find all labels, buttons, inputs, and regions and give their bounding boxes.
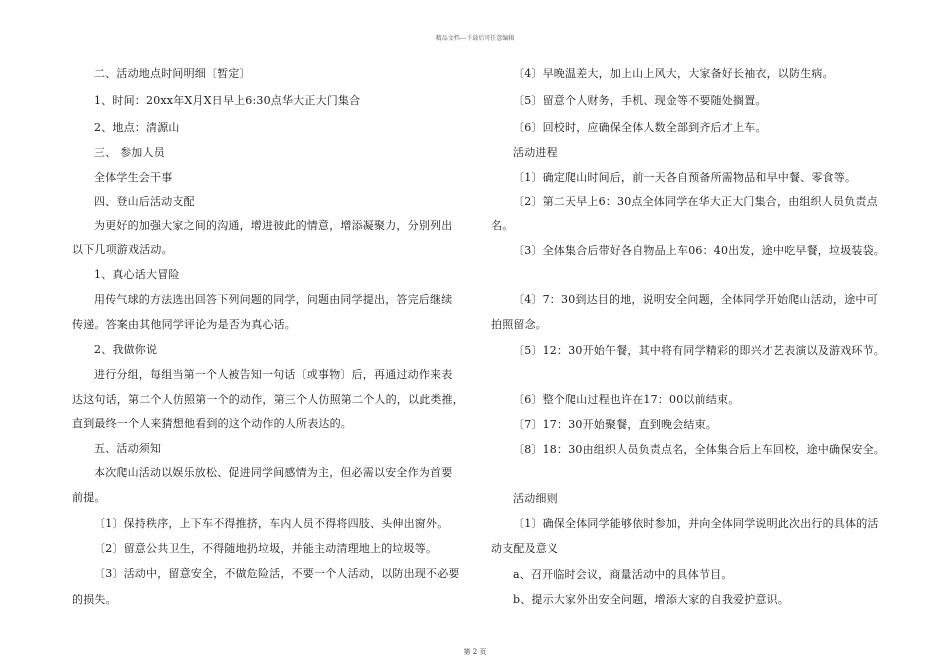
list-item: 拍照留念。	[491, 318, 547, 331]
paragraph-line: 直到最终一个人来猜想他看到的这个动作的人所表达的。	[72, 417, 352, 430]
list-item: 〔6〕整个爬山过程也许在17：00以前结束。	[513, 393, 740, 406]
section-heading: 二、活动地点时间明细〔暂定〕	[94, 67, 251, 80]
list-item: 〔7〕17：30开始聚餐，直到晚会结束。	[513, 418, 717, 431]
list-item: a、召开临时会议，商量活动中的具体节目。	[513, 568, 733, 581]
list-item: 〔6〕回校时，应确保全体人数全部到齐后才上车。	[513, 121, 767, 134]
location-line: 2、地点：清源山	[94, 121, 180, 134]
paragraph-line: 以下几项游戏活动。	[72, 243, 173, 256]
list-item: 的损失。	[72, 593, 117, 606]
list-item: 〔5〕12：30开始午餐，其中将有同学精彩的即兴才艺表演以及游戏环节。	[513, 344, 885, 357]
section-heading: 活动细则	[513, 492, 558, 505]
paragraph-line: 达这句话，第二个人仿照第一个的动作，第三个人仿照第二个人的，以此类推，	[72, 393, 464, 406]
section-heading: 活动进程	[513, 146, 558, 159]
list-item: 名。	[491, 219, 514, 232]
list-item: b、提示大家外出安全问题，增添大家的自我爱护意识。	[513, 593, 790, 606]
list-item: 动支配及意义	[491, 542, 559, 555]
paragraph-line: 传递。答案由其他同学评论为是否为真心话。	[72, 318, 296, 331]
subsection-heading: 1、真心话大冒险	[94, 268, 180, 281]
list-item: 〔4〕7：30到达目的地，说明安全问题，全体同学开始爬山活动，途中可	[513, 293, 878, 306]
paragraph-line: 前提。	[72, 491, 106, 504]
section-heading: 五、活动须知	[94, 442, 162, 455]
paragraph-line: 用传气球的方法选出回答下列问题的同学，问题由同学提出，答完后继续	[94, 293, 453, 306]
paragraph-line: 进行分组，每组当第一个人被告知一句话〔或事物〕后，再通过动作来表	[94, 368, 453, 381]
paragraph-line: 全体学生会干事	[94, 171, 173, 184]
list-item: 〔5〕留意个人财务，手机、现金等不要随处搁置。	[513, 94, 767, 107]
paragraph-line: 本次爬山活动以娱乐放松、促进同学间感情为主，但必需以安全作为首要	[94, 466, 453, 479]
page-number: 第 2 页	[463, 648, 487, 656]
list-item: 〔8〕18：30由组织人员负责点名，全体集合后上车回校，途中确保安全。	[513, 443, 885, 456]
list-item: 〔3〕全体集合后带好各自物品上车06：40出发，途中吃早餐，垃圾装袋。	[513, 244, 885, 257]
list-item: 〔4〕早晚温差大，加上山上风大，大家备好长袖衣，以防生病。	[513, 67, 834, 80]
time-line: 1、时间：20xx年X月X日早上6:30点华大正大门集合	[94, 94, 361, 107]
subsection-heading: 2、我做你说	[94, 343, 158, 356]
section-heading: 三、 参加人员	[94, 146, 165, 159]
list-item: 〔2〕第二天早上6：30点全体同学在华大正大门集合，由组织人员负责点	[513, 195, 878, 208]
list-item: 〔1〕保持秩序，上下车不得推挤，车内人员不得将四肢、头伸出窗外。	[94, 517, 449, 530]
list-item: 〔1〕确保全体同学能够依时参加，并向全体同学说明此次出行的具体的活	[513, 517, 879, 530]
section-heading: 四、登山后活动支配	[94, 195, 195, 208]
list-item: 〔1〕确定爬山时间后，前一天各自预备所需物品和早中餐、零食等。	[513, 171, 857, 184]
list-item: 〔3〕活动中，留意安全，不做危险活，不要一个人活动，以防出现不必要	[94, 567, 460, 580]
list-item: 〔2〕留意公共卫生，不得随地扔垃圾，并能主动清理地上的垃圾等。	[94, 542, 438, 555]
page-header: 精品文档---下载后可任意编辑	[435, 35, 515, 42]
paragraph-line: 为更好的加强大家之间的沟通，增进彼此的情意，增添凝聚力，分别列出	[94, 219, 453, 232]
